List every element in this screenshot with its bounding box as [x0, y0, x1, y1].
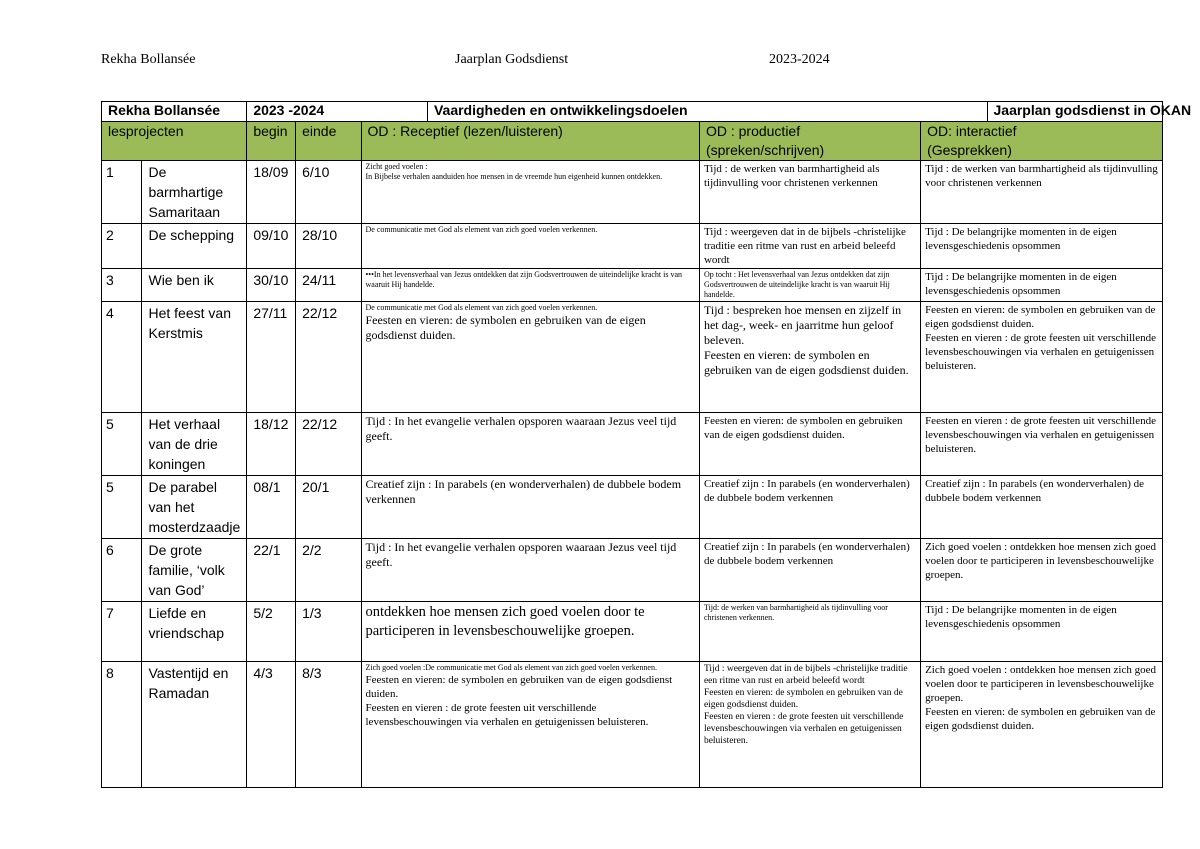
title-row: [102, 102, 1163, 122]
col-begin: begin: [247, 122, 296, 161]
row-productive: [699, 602, 920, 662]
productive-text: Tijd : weergeven dat in de bijbels -christelijke traditie een ritme van rust en arbeid beleefd wordt: [703, 664, 908, 686]
row-interactive: [921, 413, 1163, 476]
row-receptive: [361, 224, 699, 269]
receptive-text: Zich goed voelen :De communicatie met God als element van zich goed voelen verkennen.: [365, 663, 657, 672]
interactive-text: Feesten en vieren: de symbolen en gebruiken van de eigen godsdienst duiden.: [925, 304, 1156, 330]
col-receptive: OD : Receptief (lezen/luisteren): [361, 122, 699, 161]
row-receptive: [361, 662, 699, 788]
row-project: De schepping: [142, 224, 247, 269]
receptive-text: Feesten en vieren : de grote feesten uit verschillende levensbeschouwingen via verhalen en getuigenissen beluisteren.: [365, 702, 649, 728]
col-interactive-line2: (Gesprekken): [927, 142, 1012, 158]
row-interactive: [921, 224, 1163, 269]
row-receptive: [361, 161, 699, 224]
title-year: 2023 -2024: [247, 102, 428, 122]
row-interactive: [921, 539, 1163, 602]
interactive-text: Feesten en vieren: de symbolen en gebruiken van de eigen godsdienst duiden.: [925, 706, 1156, 732]
header-title: Jaarplan Godsdienst: [455, 52, 569, 67]
title-plan: Jaarplan godsdienst in OKAN: [987, 102, 1163, 122]
table-row: [102, 413, 1163, 476]
row-number: 5: [102, 476, 142, 539]
receptive-text: Creatief zijn : In parabels (en wonderverhalen) de dubbele bodem verkennen: [365, 477, 682, 506]
table-row: [102, 662, 1163, 788]
productive-text: Feesten en vieren: de symbolen en gebruiken van de eigen godsdienst duiden.: [703, 688, 903, 710]
title-goals: Vaardigheden en ontwikkelingsdoelen: [427, 102, 987, 122]
row-number: 7: [102, 602, 142, 662]
row-number: 8: [102, 662, 142, 788]
row-receptive: [361, 539, 699, 602]
row-project: Het feest van Kerstmis: [142, 302, 247, 413]
title-name: Rekha Bollansée: [102, 102, 247, 122]
row-productive: [699, 539, 920, 602]
productive-text: Tijd : bespreken hoe mensen en zijzelf in het dag-, week- en jaarritme hun geloof beleven.: [703, 303, 902, 347]
interactive-text: Zich goed voelen : ontdekken hoe mensen zich goed voelen door te participeren in levensbeschouwelijke groepen.: [925, 664, 1156, 704]
row-project: Wie ben ik: [142, 269, 247, 302]
table-row: [102, 269, 1163, 302]
row-end: 20/1: [296, 476, 361, 539]
productive-text: Creatief zijn : In parabels (en wonderverhalen) de dubbele bodem verkennen: [703, 478, 910, 504]
row-receptive: [361, 602, 699, 662]
row-begin: 22/1: [247, 539, 296, 602]
productive-text: Op tocht : Het levensverhaal van Jezus ontdekken dat zijn Godsvertrouwen de uiteindelijke kracht is van waaruit Hij handelde.: [703, 270, 890, 299]
productive-text: Feesten en vieren : de grote feesten uit verschillende levensbeschouwingen via verhalen en getuigenissen beluisteren.: [703, 712, 904, 746]
receptive-text: Tijd : In het evangelie verhalen opsporen waaraan Jezus veel tijd geeft.: [365, 540, 677, 569]
row-begin: 27/11: [247, 302, 296, 413]
row-begin: 08/1: [247, 476, 296, 539]
productive-text: Tijd : weergeven dat in de bijbels -christelijke traditie een ritme van rust en arbeid beleefd wordt: [703, 226, 906, 266]
row-interactive: [921, 269, 1163, 302]
receptive-text: Feesten en vieren: de symbolen en gebruiken van de eigen godsdienst duiden.: [365, 313, 646, 342]
row-project: Het verhaal van de drie koningen: [142, 413, 247, 476]
row-end: 1/3: [296, 602, 361, 662]
row-productive: [699, 662, 920, 788]
row-interactive: [921, 302, 1163, 413]
receptive-text: De communicatie met God als element van zich goed voelen verkennen.: [365, 303, 598, 312]
table-row: [102, 476, 1163, 539]
row-interactive: [921, 161, 1163, 224]
row-interactive: [921, 476, 1163, 539]
row-productive: [699, 476, 920, 539]
row-end: 8/3: [296, 662, 361, 788]
header-author: Rekha Bollansée: [101, 52, 196, 67]
col-productive: [699, 122, 920, 161]
column-header-row: [102, 122, 1163, 161]
interactive-text: Creatief zijn : In parabels (en wonderverhalen) de dubbele bodem verkennen: [925, 478, 1145, 504]
row-project: De parabel van het mosterdzaadje: [142, 476, 247, 539]
row-project: Liefde en vriendschap: [142, 602, 247, 662]
receptive-text: In Bijbelse verhalen aanduiden hoe mensen in de vreemde hun eigenheid kunnen ontdekken.: [365, 172, 663, 181]
interactive-text: Tijd : De belangrijke momenten in de eigen levensgeschiedenis opsommen: [925, 226, 1117, 252]
col-productive-line2: (spreken/schrijven): [705, 142, 825, 158]
row-end: 22/12: [296, 302, 361, 413]
table-row: [102, 161, 1163, 224]
row-interactive: [921, 602, 1163, 662]
row-receptive: [361, 413, 699, 476]
row-begin: 4/3: [247, 662, 296, 788]
row-interactive: [921, 662, 1163, 788]
receptive-text: •••In het levensverhaal van Jezus ontdekken dat zijn Godsvertrouwen de uiteindelijke kracht is van waaruit Hij handelde.: [365, 270, 683, 289]
receptive-text: Tijd : In het evangelie verhalen opsporen waaraan Jezus veel tijd geeft.: [365, 414, 677, 443]
row-receptive: [361, 476, 699, 539]
table-row: [102, 539, 1163, 602]
col-productive-line1: OD : productief: [705, 123, 801, 139]
productive-text: Feesten en vieren: de symbolen en gebruiken van de eigen godsdienst duiden.: [703, 415, 903, 441]
receptive-text: Zicht goed voelen :: [365, 162, 428, 171]
interactive-text: Tijd : de werken van barmhartigheid als tijdinvulling voor christenen verkennen: [925, 163, 1158, 189]
col-projects: lesprojecten: [102, 122, 247, 161]
row-productive: [699, 224, 920, 269]
row-project: Vastentijd en Ramadan: [142, 662, 247, 788]
row-productive: [699, 269, 920, 302]
row-end: 22/12: [296, 413, 361, 476]
row-begin: 30/10: [247, 269, 296, 302]
row-productive: [699, 302, 920, 413]
row-end: 24/11: [296, 269, 361, 302]
receptive-text: Feesten en vieren: de symbolen en gebruiken van de eigen godsdienst duiden.: [365, 674, 673, 700]
productive-text: Feesten en vieren: de symbolen en gebruiken van de eigen godsdienst duiden.: [703, 348, 909, 377]
col-interactive-line1: OD: interactief: [927, 123, 1017, 139]
row-begin: 09/10: [247, 224, 296, 269]
table-row: [102, 302, 1163, 413]
table-row: [102, 602, 1163, 662]
row-productive: [699, 161, 920, 224]
row-receptive: [361, 302, 699, 413]
row-end: 6/10: [296, 161, 361, 224]
col-interactive: [921, 122, 1163, 161]
interactive-text: Feesten en vieren : de grote feesten uit verschillende levensbeschouwingen via verhalen en getuigenissen beluisteren.: [925, 332, 1156, 372]
row-number: 3: [102, 269, 142, 302]
receptive-text: De communicatie met God als element van zich goed voelen verkennen.: [365, 225, 598, 234]
yearplan-table: [101, 101, 1192, 788]
row-number: 1: [102, 161, 142, 224]
row-begin: 18/09: [247, 161, 296, 224]
header-year: 2023-2024: [769, 52, 830, 67]
interactive-text: Tijd : De belangrijke momenten in de eigen levensgeschiedenis opsommen: [925, 271, 1117, 297]
productive-text: Tijd : de werken van barmhartigheid als tijdinvulling voor christenen verkennen: [703, 163, 880, 189]
interactive-text: Tijd : De belangrijke momenten in de eigen levensgeschiedenis opsommen: [925, 604, 1117, 630]
row-project: De grote familie, ‘volk van God’: [142, 539, 247, 602]
receptive-text: ontdekken hoe mensen zich goed voelen door te participeren in levensbeschouwelijke groepen.: [365, 604, 645, 639]
row-number: 2: [102, 224, 142, 269]
row-project: De barmhartige Samaritaan: [142, 161, 247, 224]
row-end: 28/10: [296, 224, 361, 269]
row-number: 4: [102, 302, 142, 413]
productive-text: Tijd: de werken van barmhartigheid als tijdinvulling voor christenen verkennen.: [703, 603, 888, 622]
row-productive: [699, 413, 920, 476]
row-end: 2/2: [296, 539, 361, 602]
row-begin: 5/2: [247, 602, 296, 662]
table-row: [102, 224, 1163, 269]
interactive-text: Feesten en vieren : de grote feesten uit verschillende levensbeschouwingen via verhalen en getuigenissen beluisteren.: [925, 415, 1156, 455]
row-begin: 18/12: [247, 413, 296, 476]
row-receptive: [361, 269, 699, 302]
row-number: 6: [102, 539, 142, 602]
interactive-text: Zich goed voelen : ontdekken hoe mensen zich goed voelen door te participeren in levensbeschouwelijke groepen.: [925, 541, 1156, 581]
row-number: 5: [102, 413, 142, 476]
productive-text: Creatief zijn : In parabels (en wonderverhalen) de dubbele bodem verkennen: [703, 541, 910, 567]
col-end: einde: [296, 122, 361, 161]
